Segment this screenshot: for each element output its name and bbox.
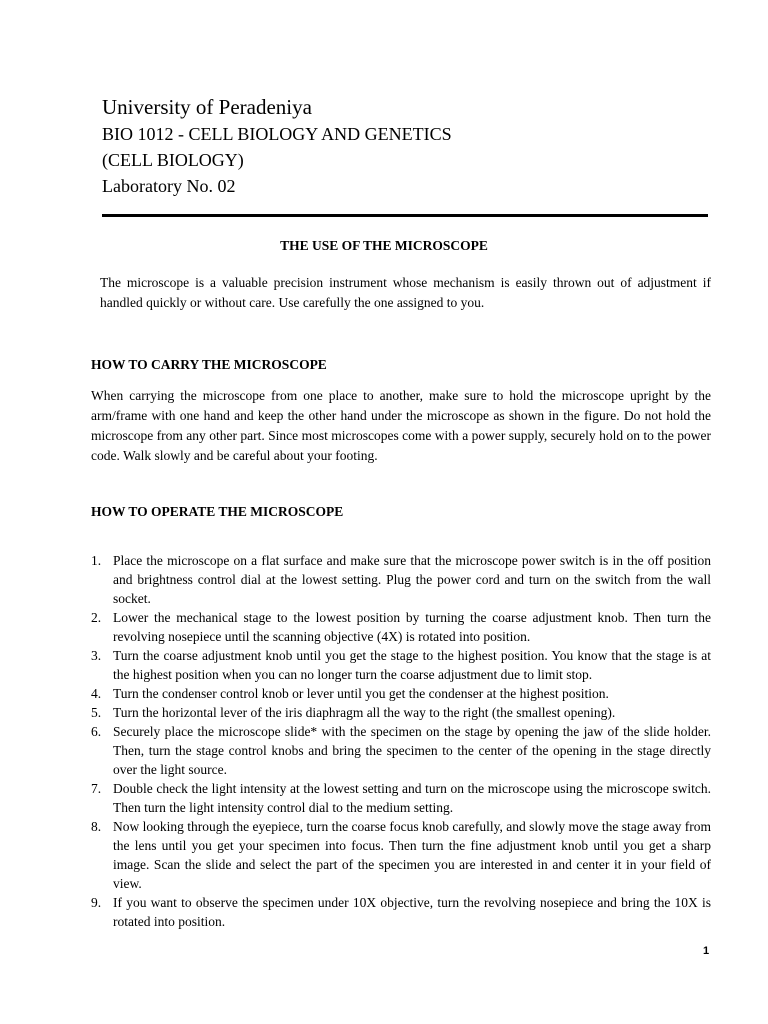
step-number: 8. (91, 819, 102, 834)
list-item (91, 703, 711, 722)
intro-paragraph: The microscope is a valuable precision instrument whose mechanism is easily thrown out of adjustment if handled quickly or without care. Use carefully the one assigned to you. (100, 275, 711, 310)
step-text: Turn the horizontal lever of the iris diaphragm all the way to the right (the smallest opening). (113, 705, 616, 720)
step-text: Securely place the microscope slide* with the specimen on the stage by opening the jaw of the slide holder. Then, turn the stage control knobs and bring the specimen to the center of the opening in the stage directly over the light source. (113, 724, 711, 777)
list-item (91, 817, 711, 893)
carry-heading: HOW TO CARRY THE MICROSCOPE (91, 357, 327, 372)
header-divider (102, 214, 708, 217)
step-number: 9. (91, 895, 102, 910)
page-number: 1 (703, 945, 710, 957)
step-number: 3. (91, 648, 102, 663)
list-item (91, 646, 711, 684)
university-name: University of Peradeniya (102, 95, 312, 119)
lab-number: Laboratory No. 02 (102, 176, 236, 196)
list-item (91, 722, 711, 779)
step-text: Turn the condenser control knob or lever until you get the condenser at the highest position. (113, 686, 609, 701)
document-header (102, 94, 452, 199)
course-subtitle: (CELL BIOLOGY) (102, 150, 244, 170)
step-text: If you want to observe the specimen under 10X objective, turn the revolving nosepiece and bring the 10X is rotated into position. (113, 895, 711, 929)
list-item (91, 893, 711, 931)
list-item (91, 551, 711, 608)
list-item (91, 779, 711, 817)
step-number: 5. (91, 705, 102, 720)
course-title: BIO 1012 - CELL BIOLOGY AND GENETICS (102, 124, 452, 144)
document-title: THE USE OF THE MICROSCOPE (280, 238, 488, 253)
list-item (91, 608, 711, 646)
step-number: 6. (91, 724, 102, 739)
step-text: Lower the mechanical stage to the lowest position by turning the coarse adjustment knob. Then turn the revolving nosepiece until the scanning objective (4X) is rotated into position. (113, 610, 711, 644)
step-text: Double check the light intensity at the lowest setting and turn on the microscope using the microscope switch. Then turn the light intensity control dial to the medium setting. (113, 781, 711, 815)
operate-steps-list (91, 551, 711, 931)
step-number: 2. (91, 610, 102, 625)
operate-heading: HOW TO OPERATE THE MICROSCOPE (91, 504, 344, 519)
carry-paragraph: When carrying the microscope from one place to another, make sure to hold the microscope upright by the arm/frame with one hand and keep the other hand under the microscope as shown in the figure. Do not hold the microscope from any other part. Since most microscopes come with a power supply, securely hold on to the power code. Walk slowly and be careful about your footing. (91, 388, 711, 463)
step-text: Now looking through the eyepiece, turn the coarse focus knob carefully, and slowly move the stage away from the lens until you get your specimen into focus. Then turn the fine adjustment knob until you get a sharp image. Scan the slide and select the part of the specimen you are interested in and center it in your field of view. (113, 819, 711, 891)
step-number: 7. (91, 781, 102, 796)
step-text: Turn the coarse adjustment knob until you get the stage to the highest position. You know that the stage is at the highest position when you can no longer turn the coarse adjustment due to limit stop. (113, 648, 711, 682)
step-number: 4. (91, 686, 102, 701)
step-text: Place the microscope on a flat surface and make sure that the microscope power switch is in the off position and brightness control dial at the lowest setting. Plug the power cord and turn on the switch from the wall socket. (113, 553, 711, 606)
list-item (91, 684, 711, 703)
step-number: 1. (91, 553, 102, 568)
